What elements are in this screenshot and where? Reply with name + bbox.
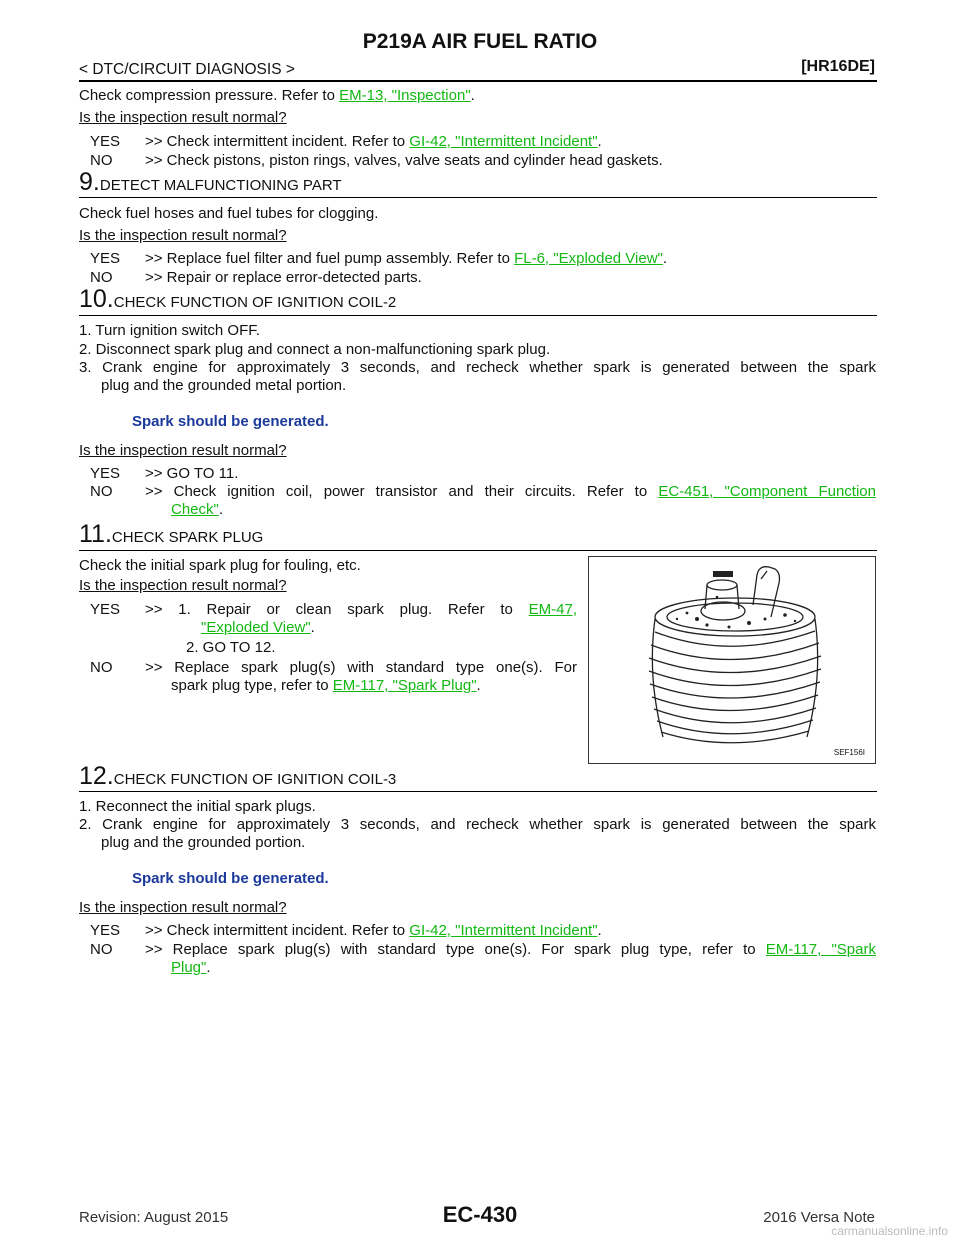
step-11-no-label: NO <box>90 659 113 676</box>
link-fl-6[interactable]: FL-6, "Exploded View" <box>514 250 663 267</box>
spark-plug-figure <box>588 556 876 764</box>
step-12-yes-prefix: >> Check intermittent incident. Refer to <box>145 922 410 939</box>
intro-no-text: >> Check pistons, piston rings, valves, valve seats and cylinder head gaskets. <box>145 152 663 169</box>
step-12-number: 12. <box>79 762 114 790</box>
intro-yes-label: YES <box>90 133 121 150</box>
step-11-no-cont <box>171 676 481 695</box>
step-11-number: 11. <box>79 520 112 548</box>
step-11-body: Check the initial spark plug for fouling, etc. <box>79 557 361 574</box>
step-10-item-3: 3. Crank engine for approximately 3 seconds, and recheck whether spark is generated between the spark <box>79 359 876 376</box>
engine-code: [HR16DE] <box>801 58 875 75</box>
link-em-13[interactable]: EM-13, "Inspection" <box>339 87 471 104</box>
footer-page-number: EC-430 <box>442 1202 518 1227</box>
intro-line <box>79 86 475 105</box>
step-9-no-text: >> Repair or replace error-detected parts. <box>145 269 422 286</box>
footer-model: 2016 Versa Note <box>763 1209 875 1226</box>
step-12-heading <box>79 762 396 791</box>
step-9-title: DETECT MALFUNCTIONING PART <box>99 177 342 194</box>
link-gi-42[interactable]: GI-42, "Intermittent Incident" <box>409 133 598 150</box>
step-12-yes-label: YES <box>90 922 121 939</box>
step-10-no-cont <box>171 500 223 519</box>
link-em-47[interactable]: EM-47, <box>528 601 577 618</box>
step-12-yes-text <box>145 921 602 940</box>
intro-question: Is the inspection result normal? <box>79 109 287 126</box>
intro-no-label: NO <box>90 152 113 169</box>
page-title: P219A AIR FUEL RATIO <box>362 30 598 53</box>
step-10-no-label: NO <box>90 483 113 500</box>
step-12-note: Spark should be generated. <box>132 870 329 887</box>
header-divider <box>79 80 877 82</box>
link-em-47-cont[interactable]: "Exploded View" <box>201 619 311 636</box>
step-10-yes-text: >> GO TO 11. <box>145 465 239 482</box>
step-11-title: CHECK SPARK PLUG <box>111 529 264 546</box>
step-9-yes-text <box>145 249 667 268</box>
link-em-117-b[interactable]: EM-117, "Spark <box>765 941 876 958</box>
step-12-item-1: 1. Reconnect the initial spark plugs. <box>79 798 316 815</box>
step-11-no-text: >> Replace spark plug(s) with standard type one(s). For <box>145 659 577 676</box>
step-12-no-text <box>145 940 876 959</box>
step-11-no-suffix: . <box>476 677 481 694</box>
step-9-heading <box>79 168 342 197</box>
step-10-no-text <box>145 482 876 501</box>
step-11-no-prefix: spark plug type, refer to <box>171 677 333 694</box>
step-10-item-3-cont: plug and the grounded metal portion. <box>101 377 347 394</box>
step-9-yes-suffix: . <box>662 250 668 267</box>
step-10-item-1: 1. Turn ignition switch OFF. <box>79 322 260 339</box>
step-10-item-2: 2. Disconnect spark plug and connect a non-malfunctioning spark plug. <box>79 341 551 358</box>
step-11-yes-prefix: >> 1. Repair or clean spark plug. Refer to <box>145 601 529 618</box>
intro-text: Check compression pressure. Refer to <box>79 87 340 104</box>
step-12-question: Is the inspection result normal? <box>79 899 287 916</box>
step-9-number: 9. <box>79 168 100 196</box>
step-11-question: Is the inspection result normal? <box>79 577 287 594</box>
step-12-yes-suffix: . <box>597 922 602 939</box>
intro-yes-prefix: >> Check intermittent incident. Refer to <box>145 133 410 150</box>
step-12-no-suffix: . <box>206 959 211 976</box>
step-9-divider <box>79 197 877 198</box>
watermark: carmanualsonline.info <box>831 1224 948 1238</box>
step-10-note: Spark should be generated. <box>132 413 329 430</box>
step-10-divider <box>79 315 877 316</box>
figure-caption: SEF156I <box>833 748 865 757</box>
step-11-divider <box>79 550 877 551</box>
link-gi-42-b[interactable]: GI-42, "Intermittent Incident" <box>409 922 598 939</box>
link-ec-451[interactable]: EC-451, "Component Function <box>658 483 876 500</box>
step-10-title: CHECK FUNCTION OF IGNITION COIL-2 <box>113 294 397 311</box>
step-12-item-2-cont: plug and the grounded portion. <box>101 834 306 851</box>
breadcrumb: < DTC/CIRCUIT DIAGNOSIS > <box>79 61 295 78</box>
step-11-yes-text <box>145 600 577 619</box>
intro-suffix: . <box>470 87 475 104</box>
step-11-yes-cont <box>201 618 315 637</box>
step-12-title: CHECK FUNCTION OF IGNITION COIL-3 <box>113 771 397 788</box>
step-12-divider <box>79 791 877 792</box>
footer-revision: Revision: August 2015 <box>79 1209 229 1226</box>
step-10-question: Is the inspection result normal? <box>79 442 287 459</box>
step-12-item-2: 2. Crank engine for approximately 3 seconds, and recheck whether spark is generated between the spark <box>79 816 876 833</box>
step-12-no-label: NO <box>90 941 113 958</box>
step-11-yes-suffix: . <box>310 619 315 636</box>
step-9-body: Check fuel hoses and fuel tubes for clogging. <box>79 205 379 222</box>
link-em-117-b-cont[interactable]: Plug" <box>171 959 207 976</box>
step-10-no-prefix: >> Check ignition coil, power transistor and their circuits. Refer to <box>145 483 659 500</box>
step-9-no-label: NO <box>90 269 113 286</box>
intro-yes-text <box>145 132 602 151</box>
spark-plug-illustration <box>589 557 875 763</box>
step-9-question: Is the inspection result normal? <box>79 227 287 244</box>
step-10-no-suffix: . <box>218 501 224 518</box>
step-12-no-prefix: >> Replace spark plug(s) with standard type one(s). For spark plug type, refer to <box>145 941 766 958</box>
step-9-yes-prefix: >> Replace fuel filter and fuel pump assembly. Refer to <box>145 250 515 267</box>
step-10-heading <box>79 285 396 314</box>
step-11-heading <box>79 520 263 549</box>
step-10-yes-label: YES <box>90 465 121 482</box>
step-11-yes-item-2: 2. GO TO 12. <box>186 639 276 656</box>
step-12-no-cont <box>171 958 211 977</box>
intro-yes-suffix: . <box>597 133 602 150</box>
step-11-yes-label: YES <box>90 601 121 618</box>
step-10-number: 10. <box>79 285 114 313</box>
link-ec-451-cont[interactable]: Check" <box>171 501 219 518</box>
link-em-117[interactable]: EM-117, "Spark Plug" <box>332 677 477 694</box>
step-9-yes-label: YES <box>90 250 121 267</box>
